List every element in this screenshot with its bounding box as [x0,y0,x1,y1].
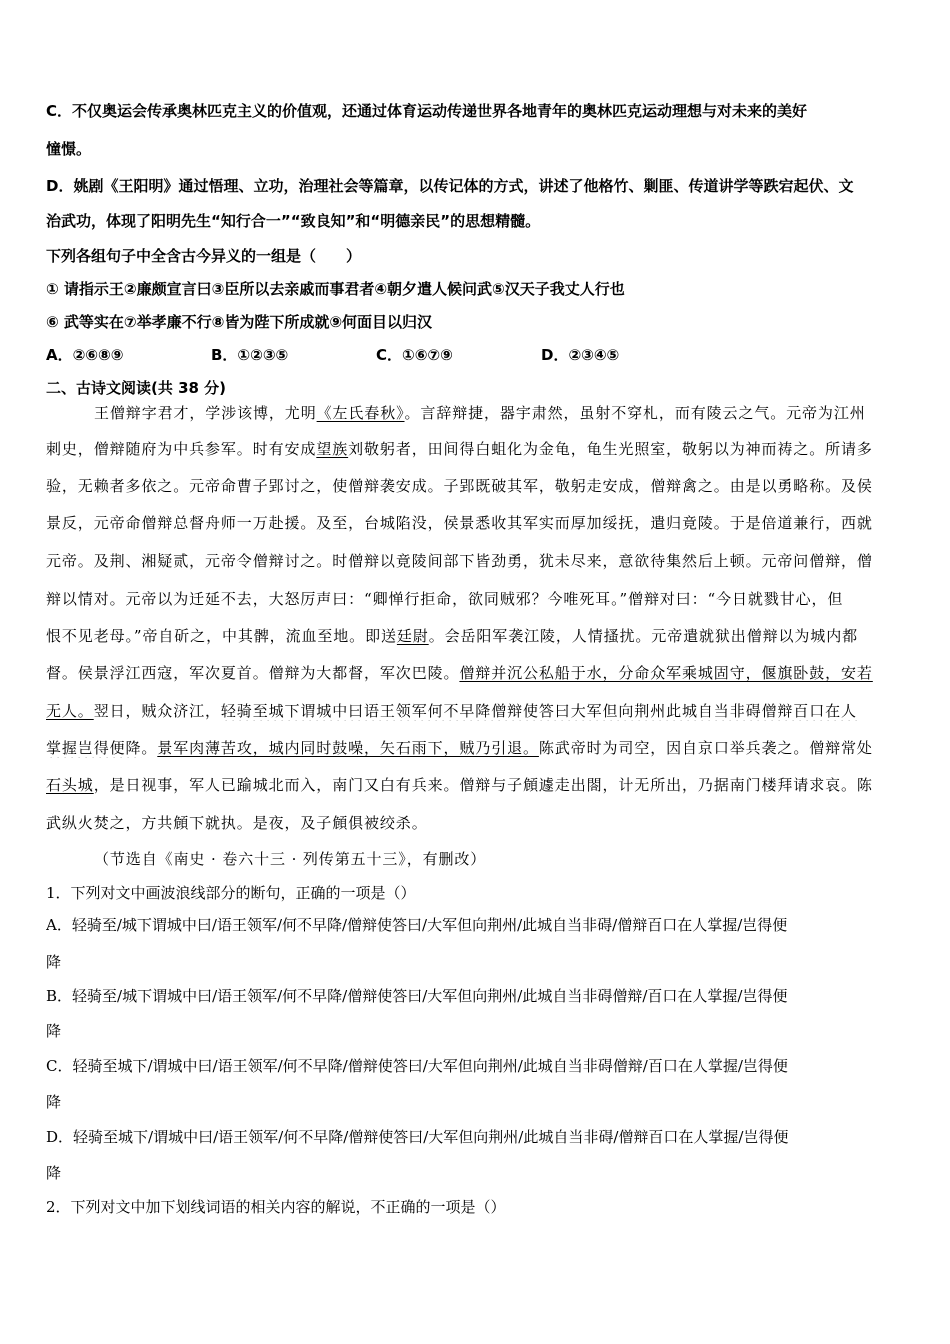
wavy-underlined-text: 掌握岂得便降 [46,739,142,757]
passage-text: 王僧辩字君才，学涉该博，尤明 [94,404,317,422]
passage-text: 翌日，贼众济江， [93,702,221,720]
underlined-term: 廷尉 [396,627,429,645]
gujin-question-stem: 下列各组句子中全含古今异义的一组是（ ） [46,247,362,265]
passage-text: 恨不见老母。”帝自斫之，中其髀，流血至地。即送 [46,627,397,645]
passage-line: 验，无赖者多依之。元帝命曹子郢讨之，使僧辩袭安成。子郢既破其军，敬躬走安成，僧辩禽之。由是以勇略称。及侯 [46,477,873,495]
gujin-option-a: A．②⑥⑧⑨ [46,346,124,364]
option-d-line-2: 治武功，体现了阳明先生“知行合一”“致良知”和“明德亲民”的思想精髓。 [46,212,541,230]
gujin-options [46,344,908,365]
gujin-option-d: D．②③④⑤ [541,346,620,364]
passage-line [46,774,908,795]
passage-line [94,402,908,423]
passage-line [46,662,908,683]
q1-option-c-line-1: C．轻骑至城下/谓城中曰/语王领军/何不早降/僧辩使答曰/大军但向荆州/此城自当非碍僧辩/百口在人掌握/岂得便 [46,1057,788,1075]
passage-line [46,625,908,646]
underlined-sentence: 僧辩并沉公私船于水，分命众军乘城固守，偃旗卧鼓，安若 [459,664,873,682]
passage-text: 。会岳阳军袭江陵，人情搔扰。元帝遣就狱出僧辩以为城内都 [428,627,858,645]
passage-text: ，是日视事，军人已踰城北而入，南门又白有兵来。僧辩与子頠遽走出閤，计无所出，乃据南门楼拜请求哀。陈 [93,776,873,794]
q1-option-d-line-1: D．轻骑至城下/谓城中曰/语王领军/何不早降/僧辩使答曰/大军但向荆州/此城自当非碍/僧辩百口在人掌握/岂得便 [46,1128,789,1146]
passage-text: 。 [141,739,158,757]
gujin-option-b: B．①②③⑤ [211,346,289,364]
q1-stem: 1．下列对文中画波浪线部分的断句，正确的一项是（） [46,884,416,902]
q2-stem: 2．下列对文中加下划线词语的相关内容的解说，不正确的一项是（） [46,1198,506,1216]
passage-line [46,438,908,459]
passage-text: 刘敬躬者，田间得白蛆化为金龟，龟生光照室，敬躬以为神而祷之。所请多 [348,440,873,458]
q1-option-b-line-2: 降 [46,1022,62,1040]
q1-option-c-line-2: 降 [46,1093,62,1111]
q1-option-d-line-2: 降 [46,1164,62,1182]
underlined-term: 石头城 [46,776,94,794]
underlined-sentence: 无人。 [46,702,94,720]
passage-text: 刺史，僧辩随府为中兵参军。时有安成 [46,440,317,458]
option-d-line-1: D．姚剧《王阳明》通过悟理、立功，治理社会等篇章，以传记体的方式，讲述了他格竹、剿匪、传道讲学等跌宕起伏、文 [46,177,854,195]
q1-option-a-line-1: A．轻骑至/城下谓城中曰/语王领军/何不早降/僧辩使答曰/大军但向荆州/此城自当非碍/僧辩百口在人掌握/岂得便 [46,916,788,934]
passage-source: （节选自《南史 · 卷六十三 · 列传第五十三》，有删改） [94,850,487,868]
option-c-line-2: 憧憬。 [46,140,92,158]
passage-line: 元帝。及荆、湘疑贰，元帝令僧辩讨之。时僧辩以竟陵间部下皆劲勇，犹未尽来，意欲待集然后上顿。元帝问僧辩，僧 [46,552,873,570]
section-title: 二、古诗文阅读(共 38 分) [46,379,227,397]
passage-line [46,700,908,721]
passage-text: 。言辞辩捷，器宇肃然，虽射不穿札，而有陵云之气。元帝为江州 [404,404,866,422]
underlined-term: 望族 [316,440,349,458]
passage-line: 辩以情对。元帝以为迁延不去，大怒厉声曰：“卿惮行拒命，欲同贼邪？今唯死耳。”僧辩对曰：“今日就戮甘心，但 [46,590,844,608]
passage-text: 督。侯景浮江西寇，军次夏首。僧辩为大都督，军次巴陵。 [46,664,460,682]
underlined-term: 《左氏春秋》 [316,404,405,422]
gujin-sentences-row-2: ⑥ 武等实在⑦举孝廉不行⑧皆为陛下所成就⑨何面目以归汉 [46,313,433,331]
q1-option-b-line-1: B．轻骑至/城下谓城中曰/语王领军/何不早降/僧辩使答曰/大军但向荆州/此城自当非碍僧辩/百口在人掌握/岂得便 [46,987,788,1005]
q1-option-a-line-2: 降 [46,953,62,971]
passage-text: 陈武帝时为司空，因自京口举兵袭之。僧辩常处 [538,739,873,757]
gujin-sentences-row-1: ① 请指示王②廉颇宣言曰③臣所以去亲戚而事君者④朝夕遣人候问武⑤汉天子我丈人行也 [46,280,625,298]
passage-line: 武纵火焚之，方共頠下就执。是夜，及子頠俱被绞杀。 [46,814,428,832]
passage-line [46,737,908,758]
passage-line: 景反，元帝命僧辩总督舟师一万赴援。及至，台城陷没，侯景悉收其军实而厚加绥抚，遣归竟陵。于是倍道兼行，西就 [46,514,873,532]
gujin-option-c: C．①⑥⑦⑨ [376,346,453,364]
wavy-underlined-text: 轻骑至城下谓城中曰语王领军何不早降僧辩使答曰大军但向荆州此城自当非碍僧辩百口在人 [220,702,857,720]
underlined-sentence: 景军肉薄苦攻，城内同时鼓噪，矢石雨下，贼乃引退。 [157,739,539,757]
option-c-line-1: C．不仅奥运会传承奥林匹克主义的价值观，还通过体育运动传递世界各地青年的奥林匹克运动理想与对未来的美好 [46,102,808,120]
